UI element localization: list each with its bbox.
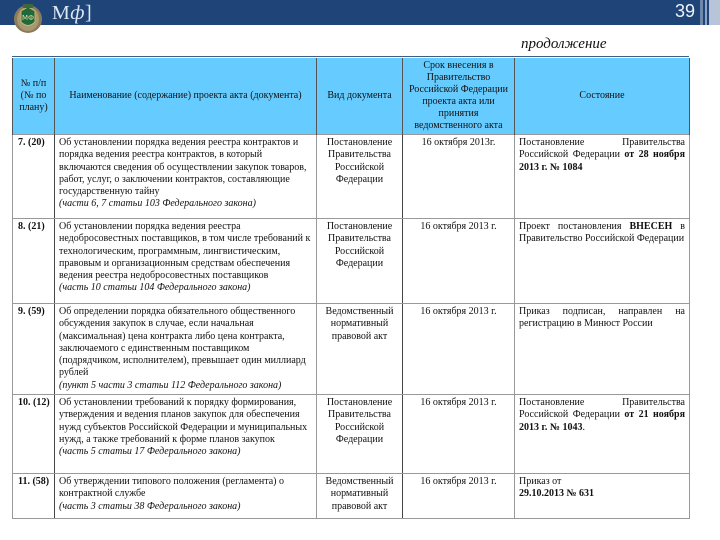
deadline: 16 октября 2013 г.	[403, 219, 515, 304]
continuation-label: продолжение	[521, 36, 607, 52]
decorative-stripe	[709, 0, 720, 25]
page-number: 39	[675, 1, 696, 21]
deadline: 16 октября 2013г.	[403, 135, 515, 219]
table-row	[13, 304, 690, 395]
law-reference: (часть 3 статьи 38 Федерального закона)	[59, 500, 241, 512]
column-header-deadline: Срок внесения в Правительство Российской Федерации проекта акта или принятия ведомственного акта	[403, 58, 515, 135]
act-title: Об установлении требований к порядку формирования, утверждения и ведения планов закупок для обеспечения нужд субъектов Российской Федерации и муниципальных нужд, а также требований к форме планов закупок (часть 5 статьи 17 Федерального закона)	[55, 395, 317, 474]
act-title: Об определении порядка обязательного общественного обсуждения закупок в случае, если начальная (максимальная) цена контракта либо цена контракта, заключаемого с единственным поставщиком (подрядчиком, исполнителем), превышает один миллиард рублей (пункт 5 части 3 статьи 112 Федерального закона)	[55, 304, 317, 395]
deadline: 16 октября 2013 г.	[403, 304, 515, 395]
column-header-doc-type: Вид документа	[317, 58, 403, 135]
act-title: Об утверждении типового положения (регламента) о контрактной службе (часть 3 статьи 38 Федерального закона)	[55, 474, 317, 519]
law-reference: (часть 10 статьи 104 Федерального закона)	[59, 282, 251, 294]
table-row	[13, 474, 690, 519]
act-title: Об установлении порядка ведения реестра недобросовестных поставщиков, в том числе требований к технологическим, программным, лингвистическим, правовым и организационным средствам обеспечения ведения реестра недобросовестных поставщиков (часть 10 статьи 104 Федерального закона)	[55, 219, 317, 304]
status: Приказ от 29.10.2013 № 631	[515, 474, 690, 519]
acts-table	[12, 58, 690, 519]
doc-type: Постановление Правительства Российской Федерации	[317, 135, 403, 219]
row-number: 7. (20)	[13, 135, 55, 219]
ministry-emblem-icon	[12, 2, 44, 34]
law-reference: (части 6, 7 статьи 103 Федерального закона)	[59, 198, 256, 210]
act-title: Об установлении порядка ведения реестра контрактов и порядка ведения реестра контрактов, в который включаются сведения об осуществлении закупок товаров, работ, услуг, о заключении контрактов, составляющие государственную тайну (части 6, 7 статьи 103 Федерального закона)	[55, 135, 317, 219]
row-number: 9. (59)	[13, 304, 55, 395]
deadline: 16 октября 2013 г.	[403, 395, 515, 474]
brand-logo-text: Мф]	[52, 2, 93, 24]
doc-type: Ведомственный нормативный правовой акт	[317, 304, 403, 395]
title-bar	[0, 0, 720, 25]
divider	[12, 56, 689, 57]
status: Приказ подписан, направлен на регистрацию в Минюст России	[515, 304, 690, 395]
column-header-status: Состояние	[515, 58, 690, 135]
table-row	[13, 395, 690, 474]
column-header-number: № п/п (№ по плану)	[13, 58, 55, 135]
decorative-stripe	[700, 0, 703, 25]
law-reference: (пункт 5 части 3 статьи 112 Федерального закона)	[59, 379, 282, 391]
svg-text:МФ: МФ	[21, 14, 35, 22]
status: Проект постановления ВНЕСЕН в Правительство Российской Федерации	[515, 219, 690, 304]
doc-type: Ведомственный нормативный правовой акт	[317, 474, 403, 519]
table-header-row	[13, 58, 690, 135]
doc-type: Постановление Правительства Российской Федерации	[317, 395, 403, 474]
decorative-stripe	[705, 0, 707, 25]
law-reference: (часть 5 статьи 17 Федерального закона)	[59, 446, 241, 458]
table-row	[13, 219, 690, 304]
status: Постановление Правительства Российской Федерации от 28 ноября 2013 г. № 1084	[515, 135, 690, 219]
table-row	[13, 135, 690, 219]
column-header-title: Наименование (содержание) проекта акта (документа)	[55, 58, 317, 135]
row-number: 10. (12)	[13, 395, 55, 474]
status: Постановление Правительства Российской Федерации от 21 ноября 2013 г. № 1043.	[515, 395, 690, 474]
row-number: 11. (58)	[13, 474, 55, 519]
deadline: 16 октября 2013 г.	[403, 474, 515, 519]
doc-type: Постановление Правительства Российской Федерации	[317, 219, 403, 304]
row-number: 8. (21)	[13, 219, 55, 304]
